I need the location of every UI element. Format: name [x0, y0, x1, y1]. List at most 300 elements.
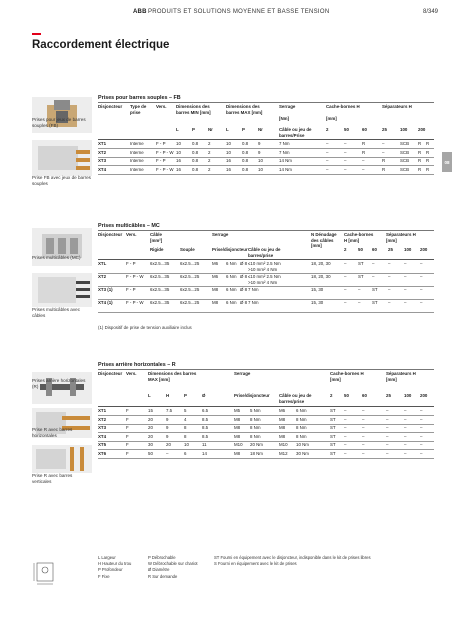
mc-header-rule [98, 259, 434, 260]
table-cell: 0.8 [242, 149, 249, 155]
table-cell: R [382, 166, 386, 172]
table-cell: 2 [208, 149, 211, 155]
table-cell: M10 [234, 442, 243, 447]
mc-sh: Câble ou jeu de barres/prise [248, 247, 281, 258]
mc-sh: 200 [420, 247, 428, 252]
table-cell: Interne [130, 166, 144, 172]
fb-caption-1: Prises pour jeux de barres souples (FB) [32, 117, 86, 128]
r-sh: 100 [404, 393, 412, 398]
table-cell: SCB [400, 166, 410, 172]
table-cell: – [388, 300, 391, 305]
table-cell: – [420, 261, 423, 266]
table-cell: – [388, 287, 391, 292]
table-cell: – [344, 261, 347, 266]
table-cell: Ø 8 [240, 261, 248, 266]
table-cell: – [358, 300, 361, 305]
table-cell: – [344, 450, 347, 456]
table-cell: – [362, 416, 365, 422]
row-divider [98, 432, 434, 433]
row-label: XT2 [98, 274, 107, 279]
table-cell: M8 [279, 433, 286, 439]
table-cell: 10 Nm [296, 442, 309, 447]
table-cell: 7 Nm [279, 149, 290, 155]
table-cell: 8.5 [202, 433, 209, 439]
table-cell: Ø 8 [240, 274, 248, 279]
legend-col-2 [148, 555, 198, 580]
table-cell: M10 [279, 442, 288, 447]
table-cell: >10 mm² 4 Nm [248, 266, 278, 272]
header-subtitle: PRODUITS ET SOLUTIONS MOYENNE ET BASSE TENSION [148, 9, 330, 15]
table-cell: 16 [226, 166, 231, 172]
table-cell: 10 [258, 166, 263, 172]
table-cell: 20 Nm [250, 442, 263, 447]
row-label: XT6 [98, 450, 107, 456]
table-cell: 6x2.5...25 [180, 274, 200, 279]
table-cell: 6 Nm [226, 300, 237, 305]
legend-item: Ø Diamètre [148, 567, 170, 573]
table-cell: 10 [226, 149, 231, 155]
legend-item: S Fourni en équipement avec le kit de prises [214, 561, 297, 567]
table-cell: M8 [234, 450, 241, 456]
fb-caption-2: Prise FB avec jeux de barres souples [32, 175, 91, 186]
legend-item: P Débrochable [148, 555, 176, 560]
side-tab: 08 [442, 152, 452, 172]
mc-sh: 50 [358, 247, 363, 252]
table-cell: M8 [234, 425, 241, 430]
table-cell: R [426, 158, 430, 163]
table-cell: Ø 8 [240, 300, 248, 305]
table-cell: 5 [184, 408, 187, 413]
table-cell: F - P [156, 158, 166, 163]
row-divider [98, 157, 434, 158]
r-vertical-image [32, 445, 92, 473]
table-cell: 14 Nm [279, 166, 292, 172]
table-cell: – [372, 274, 375, 279]
fb-sh: L [176, 127, 179, 132]
table-cell: 16 [176, 158, 181, 163]
fb-sh: Nr [208, 127, 213, 132]
table-cell: – [386, 425, 389, 430]
table-cell: 10 [176, 149, 181, 155]
mc-caption-1: Prises multicâbles (MC) [32, 255, 81, 260]
table-cell: – [420, 300, 423, 305]
row-label: XTL [98, 261, 107, 266]
table-cell: 10 [176, 141, 181, 146]
table-cell: F - P [156, 141, 166, 146]
mc-footnote: (1) Dispositif de prise de tension auxiliaire inclus [98, 325, 192, 330]
row-label: XT4 [98, 166, 107, 172]
table-cell: 11 [202, 442, 207, 447]
row-divider [98, 441, 434, 442]
table-cell: M6 [212, 261, 219, 266]
row-divider [98, 273, 434, 274]
fb-section-title: Prises pour barres souples – FB [98, 95, 181, 101]
table-cell: 8.5 [202, 425, 209, 430]
row-label: XT4 (1) [98, 300, 113, 305]
table-cell: 2 [208, 166, 211, 172]
table-cell: SCB [400, 149, 410, 155]
table-cell: 8 Nm [250, 433, 261, 439]
table-cell: ST [372, 300, 378, 305]
legend-item: H Hauteur du trou [98, 561, 132, 567]
table-cell: – [362, 442, 365, 447]
table-cell: R [382, 158, 386, 163]
mc-th-cache-bornes: Cache-bornes H [mm] [344, 232, 374, 243]
fb-assembly-image [32, 140, 92, 176]
r-th-vers: Vers. [126, 371, 137, 376]
table-cell: ST [330, 425, 336, 430]
table-cell: – [420, 408, 423, 413]
table-cell: – [344, 300, 347, 305]
table-cell: – [362, 158, 365, 163]
r-sh: Prise/disjoncteur [234, 393, 270, 398]
r-sh: 2 [330, 393, 333, 398]
table-cell: 0.8 [192, 166, 199, 172]
table-cell: M12 [279, 450, 288, 456]
table-cell: 9 [166, 416, 169, 422]
table-cell: 30 [148, 442, 153, 447]
table-cell: – [420, 433, 423, 439]
table-cell: – [404, 408, 407, 413]
r-sh: Ø [202, 393, 206, 398]
fb-sh: L [226, 127, 229, 132]
r-section-title: Prises arrière horizontales – R [98, 362, 176, 368]
row-label: XT3 (1) [98, 287, 113, 292]
r-sh: L [148, 393, 151, 398]
table-cell: F - P [126, 261, 136, 266]
table-cell: – [404, 425, 407, 430]
r-th-separateurs: Séparateurs H [mm] [386, 371, 416, 382]
r-caption-2: Prise R avec barres horizontales [32, 427, 73, 438]
mc-sh: Prise/disjoncteur [212, 247, 248, 252]
table-cell: R [362, 149, 366, 155]
r-sh: P [184, 393, 187, 398]
table-cell: – [344, 149, 347, 155]
table-cell: 8.5 [202, 416, 209, 422]
table-cell: ST [358, 261, 364, 266]
table-cell: M6 [212, 274, 219, 279]
mc-sh: 100 [404, 247, 412, 252]
table-cell: 15, 30 [311, 287, 324, 292]
table-cell: 16 [176, 166, 181, 172]
table-cell: 20 [166, 442, 171, 447]
table-cell: M8 [279, 416, 286, 422]
page-header [0, 9, 452, 19]
table-cell: F [126, 442, 129, 447]
table-cell: 7 Nm [248, 287, 259, 292]
table-cell: M6 [279, 408, 286, 413]
table-cell: 6x2.5...35 [150, 300, 170, 305]
fb-sh: 2 [326, 127, 329, 132]
table-cell: F - P [126, 287, 136, 292]
table-cell: 8 Nm [296, 425, 307, 430]
r-caption-3: Prise R avec barres verticales [32, 473, 73, 484]
table-cell: R [418, 158, 422, 163]
table-cell: – [344, 433, 347, 439]
row-label: XT1 [98, 141, 107, 146]
fb-sh: 200 [418, 127, 426, 132]
table-cell: – [362, 166, 365, 172]
row-label: XT5 [98, 442, 107, 447]
table-cell: 6 Nm [226, 287, 237, 292]
fb-sh: 25 [382, 127, 387, 132]
r-th-disjoncteur: Disjoncteur [98, 371, 123, 376]
row-divider [98, 424, 434, 425]
table-cell: 8 Nm [250, 416, 261, 422]
table-cell: – [344, 166, 347, 172]
r-caption-1: Prises arrière horizontales (R) [32, 378, 86, 389]
table-cell: F [126, 433, 129, 439]
fb-sh: 60 [362, 127, 367, 132]
r-sh: 25 [386, 393, 391, 398]
table-cell: >10 mm² 4 Nm [248, 279, 278, 285]
row-divider [98, 165, 434, 166]
r-sh: Câble ou jeu de barres/prise [279, 393, 312, 404]
table-cell: 6.5 [202, 408, 209, 413]
table-cell: – [344, 416, 347, 422]
table-cell: ST [330, 450, 336, 456]
row-divider [98, 449, 434, 450]
table-cell: – [404, 287, 407, 292]
table-cell: – [386, 433, 389, 439]
table-cell: 20 [148, 433, 153, 439]
table-cell: – [386, 450, 389, 456]
fb-sh: 50 [344, 127, 349, 132]
fb-sh: 100 [400, 127, 408, 132]
table-cell: 15, 30 [311, 300, 324, 305]
mc-th-vers: Vers. [126, 232, 137, 237]
table-cell: – [404, 442, 407, 447]
table-cell: – [420, 425, 423, 430]
table-cell: R [418, 149, 422, 155]
fb-th-cache-bornes: Cache-bornes H [326, 104, 360, 109]
table-cell: – [344, 158, 347, 163]
fb-th-type: Type de prise [130, 104, 147, 115]
table-cell: 2 [208, 158, 211, 163]
r-table [98, 370, 434, 490]
legend-item: F Fixe [98, 573, 110, 579]
r-sh: 200 [420, 393, 428, 398]
r-sh: 60 [362, 393, 367, 398]
row-divider [98, 299, 434, 300]
table-cell: 14 [202, 450, 207, 456]
table-cell: – [420, 416, 423, 422]
mc-th-denudage: N Dénudage des câbles [mm] [311, 232, 337, 249]
table-cell: 50 [148, 450, 153, 456]
table-cell: R [418, 166, 422, 172]
table-cell: R [426, 166, 430, 172]
table-cell: – [386, 442, 389, 447]
table-cell: 10 [226, 141, 231, 146]
table-cell: 8 [184, 433, 187, 439]
table-cell: 9 [258, 141, 261, 146]
r-th-dim-max: Dimensions des barres MAX [mm] [148, 371, 197, 382]
legend-item: L Largeur [98, 555, 116, 560]
table-cell: – [326, 141, 329, 146]
table-cell: 6x2.5...35 [150, 261, 170, 266]
table-cell: M5 [234, 408, 241, 413]
table-cell: – [166, 450, 169, 456]
table-cell: 10 [184, 442, 189, 447]
table-cell: 14 Nm [279, 158, 292, 163]
table-cell: – [344, 274, 347, 279]
row-divider [98, 286, 434, 287]
table-cell: – [386, 416, 389, 422]
row-label: XT1 [98, 408, 107, 413]
fb-th-separateurs: Séparateurs H [382, 104, 412, 109]
table-cell: – [344, 408, 347, 413]
legend-item: R Sur demande [148, 573, 178, 579]
table-cell: 8 Nm [250, 425, 261, 430]
table-cell: – [420, 442, 423, 447]
row-label: XT3 [98, 425, 107, 430]
page-number: 8/349 [422, 9, 438, 15]
table-cell: 4 [184, 416, 187, 422]
table-cell: 8 Nm [296, 416, 307, 422]
r-header-rule [98, 406, 434, 407]
fb-header-rule [98, 139, 434, 140]
table-cell: – [344, 442, 347, 447]
table-cell: F [126, 416, 129, 422]
table-cell: Interne [130, 141, 144, 146]
table-cell: SCB [400, 158, 410, 163]
table-cell: 7 Nm [279, 141, 290, 146]
table-cell: 6 Nm [226, 261, 237, 266]
table-cell: 9 [258, 149, 261, 155]
fb-th-vers: Vers. [156, 104, 167, 109]
fb-sh: Nr [258, 127, 263, 132]
table-cell: F [126, 450, 129, 456]
row-divider [98, 458, 434, 459]
table-cell: M8 [279, 425, 286, 430]
table-cell: – [362, 408, 365, 413]
mc-sh: 60 [372, 247, 377, 252]
mc-th-cable: Câble [mm²] [150, 232, 163, 243]
table-cell: ST [330, 433, 336, 439]
table-cell: – [326, 149, 329, 155]
row-label: XT4 [98, 433, 107, 439]
table-cell: M8 [234, 433, 241, 439]
table-cell: – [404, 450, 407, 456]
fb-sh: [mm] [326, 116, 337, 121]
fb-table [98, 103, 434, 173]
table-cell: 0.8 [242, 141, 249, 146]
table-cell: – [404, 416, 407, 422]
fb-sh: [Nm] [279, 116, 289, 121]
table-cell: – [362, 425, 365, 430]
table-cell: 6 [184, 450, 187, 456]
mc-th-separateurs: Séparateurs H [mm] [386, 232, 416, 243]
table-cell: 5 Nm [250, 408, 261, 413]
table-cell: ST [358, 274, 364, 279]
table-cell: ST [330, 416, 336, 422]
table-cell: 20 [148, 425, 153, 430]
table-cell: 0.8 [242, 158, 249, 163]
table-cell: – [382, 149, 385, 155]
table-cell: 18 Nm [250, 450, 263, 456]
legend-item: P Profondeur [98, 567, 123, 573]
row-divider [98, 415, 434, 416]
table-cell: 7 Nm [248, 300, 259, 305]
table-cell: – [420, 274, 423, 279]
table-cell: 6 Nm [296, 408, 307, 413]
table-cell: 10 [258, 158, 263, 163]
table-cell: ≤10 mm² 2.5 Nm [248, 261, 281, 266]
table-cell: M8 [212, 300, 219, 305]
brand-logo: ABB [133, 9, 147, 15]
table-cell: R [426, 141, 430, 146]
legend-col-3 [214, 555, 434, 567]
row-divider [98, 312, 434, 313]
mc-section-title: Prises multicâbles – MC [98, 223, 160, 229]
table-cell: – [358, 287, 361, 292]
table-cell: 6x2.5...35 [150, 274, 170, 279]
table-cell: 7.5 [166, 408, 173, 413]
title-accent-bar [32, 33, 41, 35]
table-cell: ST [372, 287, 378, 292]
table-cell: R [362, 141, 366, 146]
table-cell: F - P - W [156, 149, 174, 155]
table-cell: 8 Nm [296, 433, 307, 439]
legend-item: ST Fourni en équipement avec le disjoncteur, indisponible dans le kit de prises libres [214, 555, 371, 560]
table-cell: 9 [166, 425, 169, 430]
table-cell: 6x2.5...35 [150, 287, 170, 292]
r-th-serrage: Serrage [234, 371, 251, 376]
table-cell: ST [330, 408, 336, 413]
r-th-cache-bornes: Cache-bornes H [mm] [330, 371, 364, 382]
table-cell: M8 [212, 287, 219, 292]
mc-sh: 2 [344, 247, 347, 252]
table-cell: R [426, 149, 430, 155]
table-cell: – [388, 261, 391, 266]
table-cell: 18, 20, 30 [311, 274, 331, 279]
table-cell: – [344, 287, 347, 292]
fb-sh: P [192, 127, 195, 132]
row-label: XT2 [98, 416, 107, 422]
table-cell: 15 [148, 408, 153, 413]
mc-caption-2: Prises multicâbles avec câbles [32, 307, 80, 318]
table-cell: 0.8 [192, 141, 199, 146]
table-cell: SCB [400, 141, 410, 146]
mc-table [98, 231, 434, 331]
row-divider [98, 174, 434, 175]
table-cell: 6x2.5...25 [180, 261, 200, 266]
mc-cables-image [32, 273, 92, 307]
table-cell: 0.8 [242, 166, 249, 172]
table-cell: – [344, 141, 347, 146]
row-label: XT2 [98, 149, 107, 155]
table-cell: – [404, 274, 407, 279]
table-cell: – [344, 425, 347, 430]
table-cell: – [386, 408, 389, 413]
fb-th-dim-min: Dimensions des barres MIN [mm] [176, 104, 211, 115]
table-cell: – [362, 433, 365, 439]
fb-th-serrage: Serrage [279, 104, 296, 109]
page-title: Raccordement électrique [32, 39, 170, 51]
table-cell: – [388, 274, 391, 279]
table-cell: M8 [234, 416, 241, 422]
legend-item: W Débrochable sur chariot [148, 561, 198, 567]
mc-th-disjoncteur: Disjoncteur [98, 232, 123, 237]
r-sh: 50 [344, 393, 349, 398]
table-cell: 6x2.5...25 [180, 287, 200, 292]
table-cell: – [372, 261, 375, 266]
table-cell: 0.8 [192, 149, 199, 155]
table-cell: – [326, 158, 329, 163]
row-divider [98, 148, 434, 149]
fb-sh: Câble ou jeu de barres/Prise [279, 127, 312, 138]
table-cell: 30 Nm [296, 450, 309, 456]
